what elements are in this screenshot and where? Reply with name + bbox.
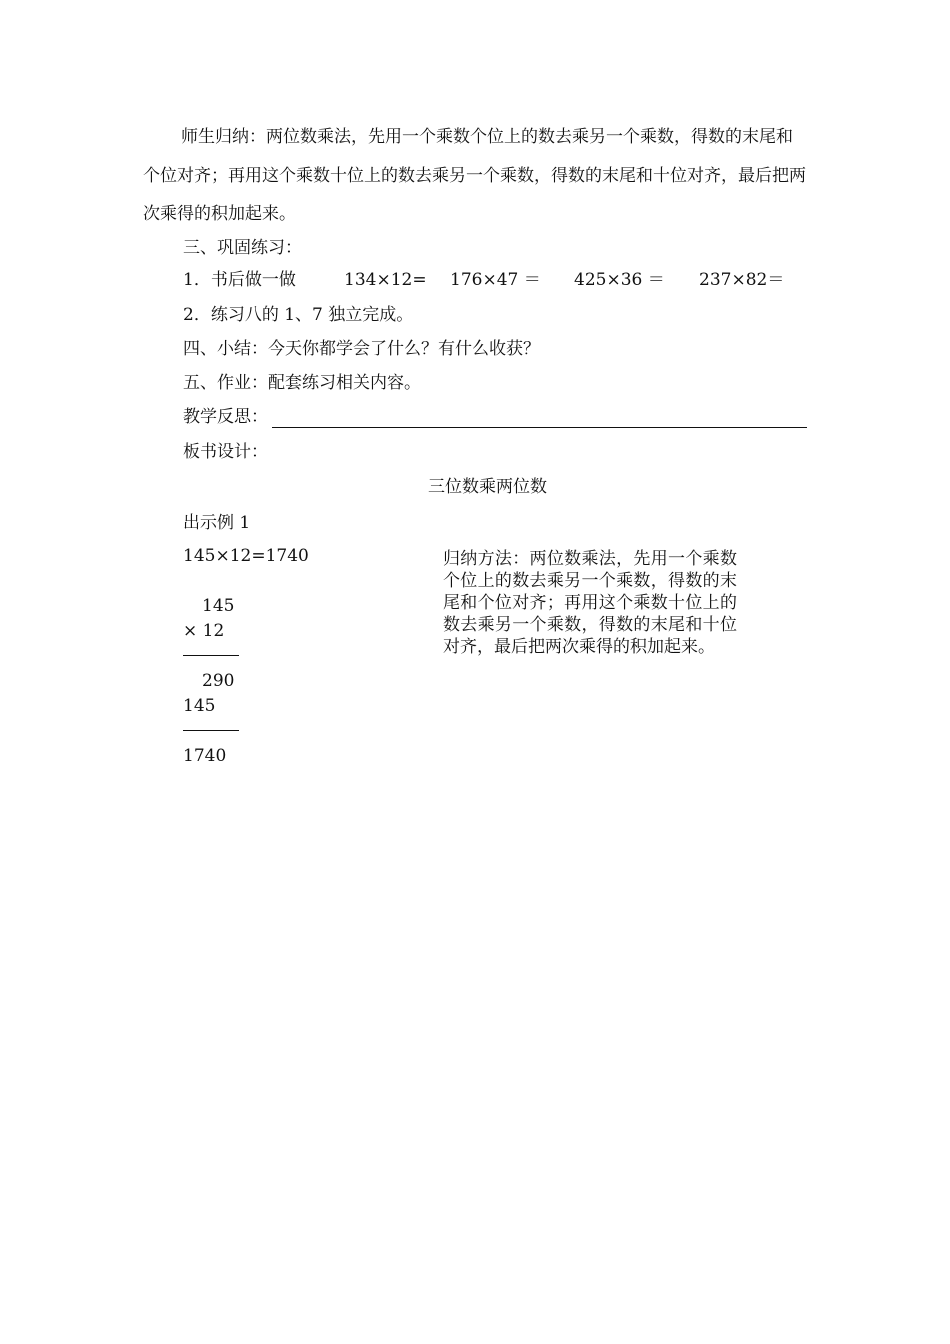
exercise-2: 176×47 ＝ — [450, 270, 541, 290]
practice-item-1-label: 1．书后做一做 — [183, 270, 296, 290]
summary-paragraph — [143, 118, 808, 234]
board-title: 三位数乘两位数 — [428, 477, 547, 497]
vertical-partial-2: 145 — [183, 696, 216, 716]
reflection-blank-line — [272, 427, 807, 428]
conclusion-line: 四、小结：今天你都学会了什么？有什么收获？ — [183, 339, 540, 359]
practice-heading: 三、巩固练习： — [183, 238, 302, 258]
exercise-1: 134×12= — [344, 270, 427, 290]
vertical-result: 1740 — [183, 746, 227, 766]
practice-item-2: 2．练习八的 1、7 独立完成。 — [183, 305, 414, 325]
homework-line: 五、作业：配套练习相关内容。 — [183, 373, 421, 393]
vertical-multiplier: × 12 — [183, 621, 225, 641]
exercise-3: 425×36 ＝ — [574, 270, 665, 290]
board-label: 板书设计： — [183, 442, 268, 462]
example-label: 出示例 1 — [183, 513, 251, 533]
vertical-partial-1: 290 — [202, 671, 235, 691]
reflection-label: 教学反思： — [183, 407, 268, 427]
vertical-rule-2 — [183, 730, 239, 731]
vertical-multiplicand: 145 — [202, 596, 235, 616]
board-method-note: 归纳方法：两位数乘法，先用一个乘数个位上的数去乘另一个乘数，得数的末尾和个位对齐；再用这个乘数十位上的数去乘另一个乘数，得数的末尾和十位对齐，最后把两次乘得的积加起来。 — [443, 549, 737, 657]
summary-text: 师生归纳：两位数乘法，先用一个乘数个位上的数去乘另一个乘数，得数的末尾和个位对齐；再用这个乘数十位上的数去乘另一个乘数，得数的末尾和十位对齐，最后把两次乘得的积加起来。 — [143, 127, 806, 224]
example-equation: 145×12=1740 — [183, 546, 309, 566]
exercise-4: 237×82＝ — [699, 270, 785, 290]
vertical-rule-1 — [183, 655, 239, 656]
